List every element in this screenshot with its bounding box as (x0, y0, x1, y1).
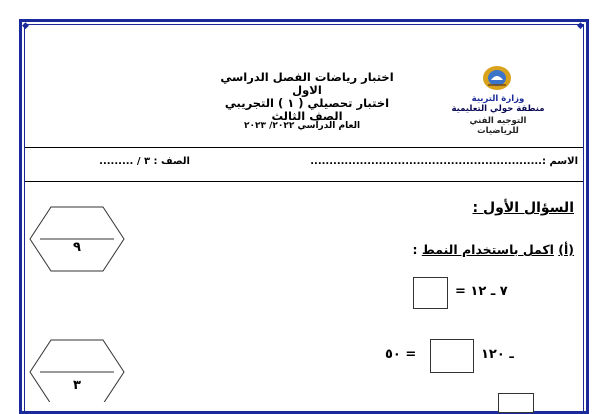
corner-ornament-top-left: ◆ (22, 21, 29, 31)
instruction-colon: : (412, 242, 418, 257)
corner-ornament-top-right: ◆ (577, 21, 584, 31)
question-title: السؤال الأول : (472, 200, 574, 216)
equation-2-left: ٥٠ = (385, 347, 417, 362)
divider-line-top (25, 147, 583, 148)
ministry-info (448, 94, 548, 136)
exam-title (212, 71, 402, 123)
exam-title-line-2: اختبار تحصيلي ( ١ ) التجريبي (224, 96, 390, 110)
exam-title-line-3: الصف الثالث (271, 109, 343, 123)
answer-box-3[interactable] (498, 393, 534, 413)
instruction-text: اكمل باستخدام النمط (421, 242, 554, 257)
equation-2-right: ـ ١٢٠ (481, 347, 514, 362)
answer-box-2[interactable] (430, 339, 474, 373)
student-class-field: الصف : ٣ / ......... (99, 156, 190, 167)
hexagon-value-2: ٣ (73, 378, 81, 393)
district-name: منطقة حولي التعليمية (451, 104, 545, 114)
ministry-name: وزارة التربية (471, 94, 525, 104)
equation-1-text: = ٧ ـ ١٢ (455, 284, 508, 299)
hexagon-value-1: ٩ (73, 240, 81, 255)
department-name: التوجيه الفني للرياضيات (469, 116, 527, 136)
instruction-line (370, 242, 574, 257)
hexagon-shape-1 (29, 206, 125, 272)
ministry-logo-icon (479, 63, 515, 93)
divider-line-bottom (25, 181, 583, 182)
answer-box-1[interactable] (413, 277, 448, 309)
exam-title-line-1: اختبار رياضات الفصل الدراسي الاول (220, 70, 394, 97)
student-name-field: الاسم :............................................................. (310, 156, 578, 167)
part-label: (أ) (558, 242, 574, 257)
school-year: العام الدراسي ٢٠٢٢/ ٢٠٢٣ (243, 121, 361, 131)
